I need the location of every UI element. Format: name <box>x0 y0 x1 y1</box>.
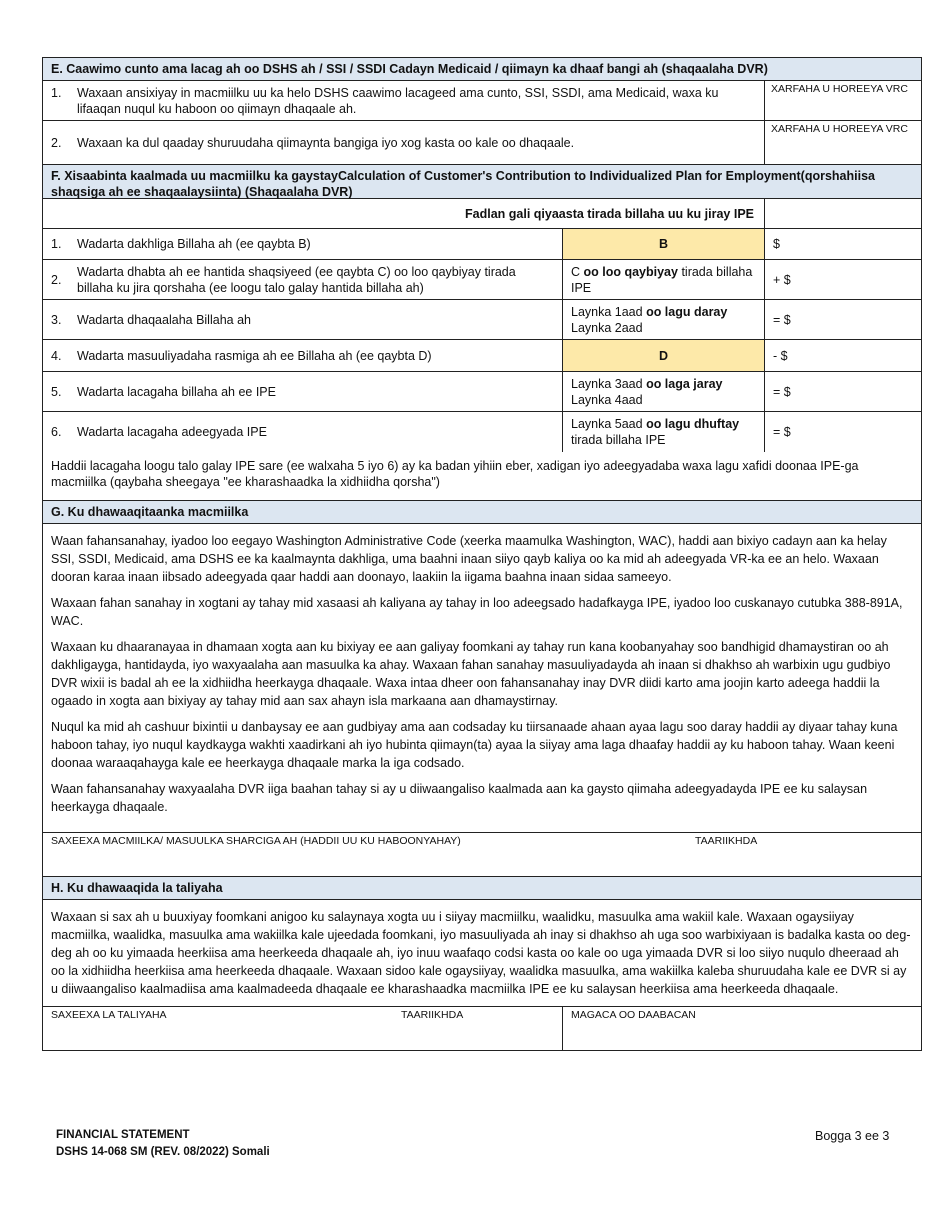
amount-field[interactable]: = $ <box>773 425 791 439</box>
section-g-header: G. Ku dhawaaqitaanka macmiilka <box>43 501 921 524</box>
calculation-row <box>43 229 921 260</box>
row-text: Wadarta dhabta ah ee hantida shaqsiyeed (ee qaybta C) oo loo qaybiyay tirada billaha ku jira qorshaha (ee loogu talo galay hantida billaha ah) <box>77 264 516 295</box>
calculation-row <box>43 300 921 340</box>
page-number: Bogga 3 ee 3 <box>815 1129 890 1143</box>
amount-field[interactable]: - $ <box>773 348 788 363</box>
date-label: TAARIIKHDA <box>695 835 758 847</box>
signature-label: SAXEEXA LA TALIYAHA <box>51 1009 167 1021</box>
initials-field[interactable]: XARFAHA U HOREEYA VRC <box>771 83 908 95</box>
formula-c: tirada billaha IPE <box>571 264 753 295</box>
row-label <box>43 340 563 371</box>
formula-a: Laynka 5aad <box>571 417 647 431</box>
formula-d: tirada billaha IPE <box>571 433 666 447</box>
row-text: Wadarta dhaqaalaha Billaha ah <box>77 312 251 327</box>
formula-op: oo lagu dhuftay <box>646 417 740 431</box>
footer-form-number: DSHS 14-068 SM (REV. 08/2022) Somali <box>56 1146 270 1158</box>
formula-d: Laynka 2aad <box>571 320 643 335</box>
instruction-label: Fadlan gali qiyaasta tirada billaha uu ku jiray IPE <box>43 199 765 228</box>
name-label: MAGACA OO DAABACAN <box>571 1009 696 1021</box>
formula-op: oo lagu daray <box>646 304 728 319</box>
row-text: Wadarta lacagaha billaha ah ee IPE <box>77 384 276 399</box>
row-formula <box>563 300 765 339</box>
section-e-item <box>43 81 921 121</box>
formula-op: oo laga jaray <box>646 376 723 391</box>
formula-op: oo loo qaybiyay <box>583 264 678 279</box>
counselor-signature-field[interactable] <box>43 1007 563 1050</box>
amount-field[interactable]: = $ <box>773 312 791 327</box>
row-label <box>43 412 563 452</box>
section-e-header: E. Caawimo cunto ama lacag ah oo DSHS ah / SSI / SSDI Cadayn Medicaid / qiimayn ka dhaaf bangi ah (shaqaalaha DVR) <box>43 58 921 81</box>
formula-d: Laynka 4aad <box>571 392 643 407</box>
row-formula <box>563 229 765 259</box>
paragraph: Waan fahansanahay, iyadoo loo eegayo Washington Administrative Code (xeerka maamulka Washington, WAC), haddi aan bixiyo cadayn aan ka helay SSI, SSDI, Medicaid, ama DSHS ee ka kaalmaynta dakhliga, uma baahni inaan siiyo qayb kaliya oo ka mid ah adeegyada VR-ka ee an helo. Waxaan dooran karaa inaan iibsado adeegyada qaar haddi aan doonayo, laakiin la iigama baahna inaan sidaa sameeyo. <box>51 534 887 584</box>
section-h-header: H. Ku dhawaaqida la taliyaha <box>43 877 921 900</box>
amount-field[interactable]: $ <box>773 237 780 251</box>
paragraph: Waxaan ku dhaaranayaa in dhamaan xogta aan ku bixiyay ee aan galiyay foomkani ay tahay run kana koobanyahay soo bandhigid dhamaystiran oo ah dakhligayga, hantidayda, iyo waxyaalaha aan masuulka ka ahay. Waxaan fahan sanahay masuuliyadayda ah inaan si dhakhso ah warbixin ugu gudbiyo DVR wixii is badal ah ee la xidhiidha heerkayga dhaqaale. Waxa intaa dheer oon fahansanahay inay DVR diidi karto ama joojin karto adeega haddii la ogaado in xogta aan bixiyay ay tahay mid aan sax ahayn isla markaana aan dhamaystirnay. <box>51 640 891 708</box>
row-number: 2. <box>51 272 62 287</box>
footer-title: FINANCIAL STATEMENT <box>56 1129 190 1141</box>
form-table <box>42 57 922 1051</box>
counselor-signature-row <box>43 1007 921 1050</box>
paragraph: Waan fahansanahay waxyaalaha DVR iiga baahan tahay si ay u diiwaangaliso kaalmada aan ka gaysto qiimaha adeegyadayda IPE ee ku salaysan heerkayga dhaqaale. <box>51 782 868 814</box>
row-label <box>43 300 563 339</box>
paragraph: Waxaan fahan sanahay in xogtani ay tahay mid xasaasi ah kaliyana ay tahay in loo adeegsado hadafkayga IPE, iyadoo loo cuskanayo cutubka 388-891A, WAC. <box>51 596 903 628</box>
row-formula <box>563 340 765 371</box>
row-formula <box>563 412 765 452</box>
formula-a: Laynka 3aad <box>571 376 647 391</box>
row-number: 1. <box>51 237 62 251</box>
section-g-body <box>43 524 921 833</box>
formula-a: B <box>658 237 669 251</box>
row-formula <box>563 260 765 299</box>
row-text: Wadarta dakhliga Billaha ah (ee qaybta B) <box>77 237 311 251</box>
initials-field[interactable]: XARFAHA U HOREEYA VRC <box>771 123 908 135</box>
row-formula <box>563 372 765 411</box>
amount-field[interactable]: = $ <box>773 384 791 399</box>
row-text: Wadarta masuuliyadaha rasmiga ah ee Billaha ah (ee qaybta D) <box>77 348 432 363</box>
row-number: 4. <box>51 348 62 363</box>
row-label <box>43 229 563 259</box>
row-number: 5. <box>51 384 62 399</box>
paragraph: Nuqul ka mid ah cashuur bixintii u danbaysay ee aan gudbiyay ama aan codsaday ku tiirsanaade ahaan ayaa lagu soo daray haddii ay diyaar tahay kuna haboon tahay, iyo nuqul kaydkayga wakhti xaadirkani ah iyo hubinta qiimayn(ta) ayaa la siiyay ama laga dhaafay haddii ay ku haboon tahay. Waan keeni doonaa waraaqahayga kale ee heerkayga dhaqaale marka la iga codsado. <box>51 720 898 770</box>
section-f-header: F. Xisaabinta kaalmada uu macmiilku ka gaystayCalculation of Customer's Contribution to Individualized Plan for Employment(qorshahiisa shaqsiga ah ee shaqaalaysiinta) (Shaqaalaha DVR) <box>43 165 921 199</box>
item-text: Waxaan ka dul qaaday shuruudaha qiimaynta bangiga iyo xog kasta oo kale oo dhaqaale. <box>77 135 575 150</box>
signature-label: SAXEEXA MACMIILKA/ MASUULKA SHARCIGA AH (HADDII UU KU HABOONYAHAY) <box>51 835 461 847</box>
amount-field[interactable]: + $ <box>773 272 791 287</box>
customer-signature-field[interactable] <box>43 833 921 877</box>
formula-a: C <box>571 264 584 279</box>
calculation-row <box>43 412 921 452</box>
row-number: 6. <box>51 425 62 439</box>
calculation-row <box>43 340 921 372</box>
section-e-item <box>43 121 921 165</box>
formula-a: Laynka 1aad <box>571 304 647 319</box>
row-label <box>43 372 563 411</box>
instruction-row <box>43 199 921 229</box>
row-text: Wadarta lacagaha adeegyada IPE <box>77 425 267 439</box>
section-h-body: Waxaan si sax ah u buuxiyay foomkani anigoo ku salaynaya xogta uu i siiyay macmiilku, waalidku, masuulka ama wakiil kale. Waxaan ogaysiiyay macmiilka, waalidka, masuulka ama wakiilka kale ujeedada foomkani, iyo masuuliyada ah inay si dhakhso ah uga soo warbixiyaan is badalka kasta oo deg-deg ah oo ku yimaada heerkiisa ama heerkeeda dhaqaale ah, iyo inuu waafaqo codsi kasta oo kale oo uga yimaada DVR si loo siiyo nuqulo dheeraad ah oo la xidhiidha heerkiisa ama heerkeeda dhaqaale. Waxaan sidoo kale ogaysiiyay, waalidka masuulka, ama wakiilka kaleba shuruudaha kale ee DVR si ay u diiwaangaliso kaalmadiisa ama kaalmadeeda dhaqaale ee kharashaadka macmiilka IPE ee ku salaysan heerkiisa ama heerkeeda dhaqaale. <box>43 900 921 1007</box>
item-number: 2. <box>51 135 62 150</box>
printed-name-field[interactable] <box>563 1007 921 1050</box>
months-field[interactable] <box>765 199 921 228</box>
formula-a: D <box>658 348 669 363</box>
item-text: Waxaan ansixiyay in macmiilku uu ka helo DSHS caawimo lacageed ama cunto, SSI, SSDI, ama Medicaid, waxa ku lifaaqan nuqul ku haboon oo qiimayn dhaqaale ah. <box>77 86 719 116</box>
calculation-row <box>43 372 921 412</box>
item-number: 1. <box>51 86 62 100</box>
section-f-note: Haddii lacagaha loogu talo galay IPE sare (ee walxaha 5 iyo 6) ay ka badan yihiin eber, xadigan iyo adeegyadaba waxa lagu xafidi doonaa IPE-ga macmiilka (qaybaha sheegaya "ee kharashaadka la xidhiidha qorsha") <box>43 452 921 501</box>
calculation-row <box>43 260 921 300</box>
date-label: TAARIIKHDA <box>401 1009 464 1021</box>
row-number: 3. <box>51 312 62 327</box>
row-label <box>43 260 563 299</box>
